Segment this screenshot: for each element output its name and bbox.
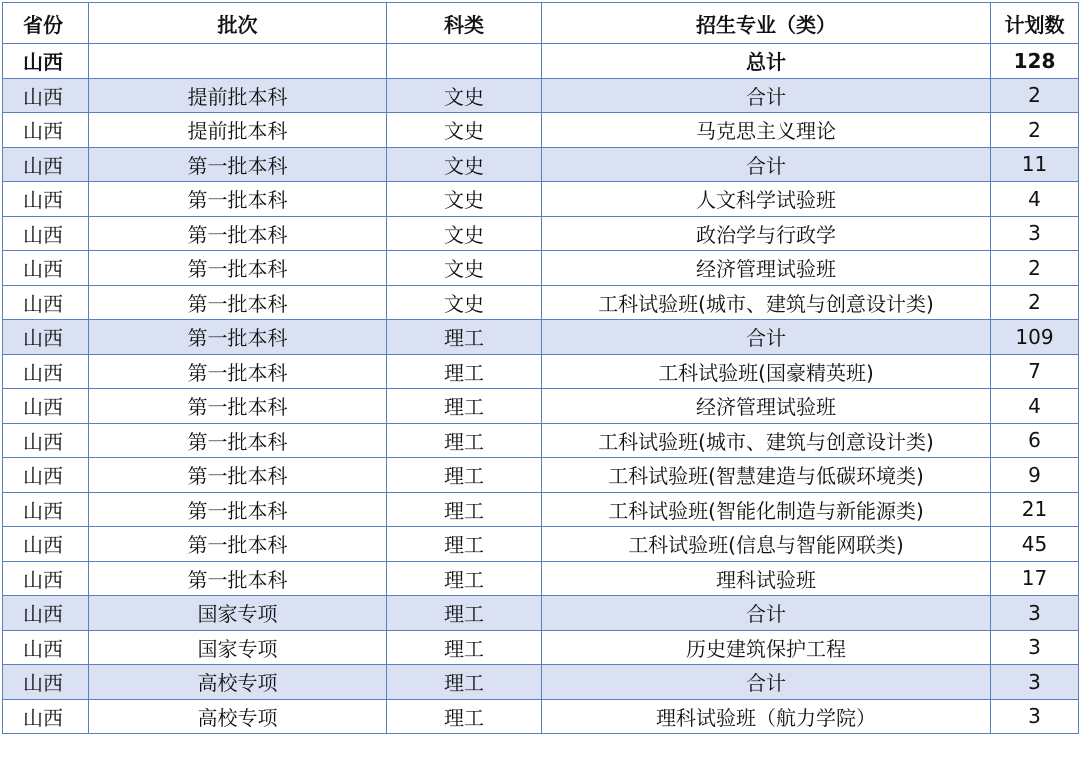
- cell-major: 合计: [542, 78, 991, 113]
- cell-count: 3: [991, 699, 1079, 734]
- cell-category: 理工: [387, 630, 542, 665]
- cell-major: 经济管理试验班: [542, 389, 991, 424]
- cell-batch: 第一批本科: [89, 458, 387, 493]
- cell-batch: 第一批本科: [89, 147, 387, 182]
- cell-category: 理工: [387, 596, 542, 631]
- table-row: [3, 423, 1079, 458]
- cell-category: 理工: [387, 527, 542, 562]
- cell-category: 理工: [387, 389, 542, 424]
- cell-count: 6: [991, 423, 1079, 458]
- table-row: [3, 389, 1079, 424]
- cell-province: 山西: [3, 699, 89, 734]
- cell-province: 山西: [3, 182, 89, 217]
- table-row: [3, 251, 1079, 286]
- total-count: 128: [991, 44, 1079, 79]
- cell-category: 理工: [387, 423, 542, 458]
- cell-batch: 高校专项: [89, 699, 387, 734]
- table-row: [3, 216, 1079, 251]
- cell-major: 工科试验班(城市、建筑与创意设计类): [542, 423, 991, 458]
- cell-major: 工科试验班(智能化制造与新能源类): [542, 492, 991, 527]
- cell-major: 工科试验班(智慧建造与低碳环境类): [542, 458, 991, 493]
- cell-batch: 第一批本科: [89, 423, 387, 458]
- cell-batch: 国家专项: [89, 630, 387, 665]
- cell-batch: 国家专项: [89, 596, 387, 631]
- table-row: [3, 285, 1079, 320]
- cell-batch: 第一批本科: [89, 389, 387, 424]
- header-batch: 批次: [89, 3, 387, 44]
- total-major: 总计: [542, 44, 991, 79]
- header-count: 计划数: [991, 3, 1079, 44]
- cell-category: 文史: [387, 78, 542, 113]
- cell-province: 山西: [3, 354, 89, 389]
- cell-category: 理工: [387, 354, 542, 389]
- cell-major: 工科试验班(信息与智能网联类): [542, 527, 991, 562]
- cell-count: 21: [991, 492, 1079, 527]
- cell-category: 文史: [387, 147, 542, 182]
- cell-major: 合计: [542, 665, 991, 700]
- cell-category: 理工: [387, 320, 542, 355]
- table-row: [3, 492, 1079, 527]
- cell-batch: 第一批本科: [89, 182, 387, 217]
- cell-count: 17: [991, 561, 1079, 596]
- cell-major: 工科试验班(国豪精英班): [542, 354, 991, 389]
- cell-province: 山西: [3, 527, 89, 562]
- table-row: [3, 182, 1079, 217]
- table-row: [3, 458, 1079, 493]
- cell-major: 马克思主义理论: [542, 113, 991, 148]
- cell-batch: 提前批本科: [89, 113, 387, 148]
- cell-count: 45: [991, 527, 1079, 562]
- cell-count: 3: [991, 216, 1079, 251]
- cell-batch: 第一批本科: [89, 216, 387, 251]
- header-category: 科类: [387, 3, 542, 44]
- cell-major: 理科试验班（航力学院）: [542, 699, 991, 734]
- cell-count: 4: [991, 182, 1079, 217]
- cell-province: 山西: [3, 458, 89, 493]
- table-row: [3, 699, 1079, 734]
- header-row: [3, 3, 1079, 44]
- cell-category: 理工: [387, 458, 542, 493]
- cell-count: 7: [991, 354, 1079, 389]
- cell-batch: 第一批本科: [89, 492, 387, 527]
- cell-count: 2: [991, 251, 1079, 286]
- cell-category: 理工: [387, 699, 542, 734]
- admission-plan-table: [2, 2, 1079, 734]
- table-row: [3, 113, 1079, 148]
- subtotal-row: [3, 147, 1079, 182]
- cell-province: 山西: [3, 320, 89, 355]
- cell-province: 山西: [3, 78, 89, 113]
- cell-province: 山西: [3, 596, 89, 631]
- cell-major: 合计: [542, 320, 991, 355]
- table-row: [3, 630, 1079, 665]
- cell-batch: 提前批本科: [89, 78, 387, 113]
- cell-province: 山西: [3, 285, 89, 320]
- cell-major: 理科试验班: [542, 561, 991, 596]
- cell-category: 理工: [387, 665, 542, 700]
- cell-count: 4: [991, 389, 1079, 424]
- cell-major: 政治学与行政学: [542, 216, 991, 251]
- subtotal-row: [3, 665, 1079, 700]
- table-row: [3, 527, 1079, 562]
- cell-batch: 第一批本科: [89, 527, 387, 562]
- cell-count: 3: [991, 665, 1079, 700]
- total-row: [3, 44, 1079, 79]
- cell-count: 109: [991, 320, 1079, 355]
- cell-category: 文史: [387, 182, 542, 217]
- cell-province: 山西: [3, 630, 89, 665]
- cell-province: 山西: [3, 423, 89, 458]
- cell-province: 山西: [3, 561, 89, 596]
- cell-province: 山西: [3, 113, 89, 148]
- cell-batch: 第一批本科: [89, 354, 387, 389]
- cell-major: 经济管理试验班: [542, 251, 991, 286]
- cell-province: 山西: [3, 147, 89, 182]
- subtotal-row: [3, 596, 1079, 631]
- total-province: 山西: [3, 44, 89, 79]
- cell-batch: 第一批本科: [89, 561, 387, 596]
- cell-batch: 第一批本科: [89, 320, 387, 355]
- cell-count: 11: [991, 147, 1079, 182]
- cell-category: 理工: [387, 561, 542, 596]
- cell-category: 理工: [387, 492, 542, 527]
- cell-count: 2: [991, 285, 1079, 320]
- cell-category: 文史: [387, 113, 542, 148]
- table-row: [3, 354, 1079, 389]
- cell-batch: 第一批本科: [89, 251, 387, 286]
- cell-count: 3: [991, 596, 1079, 631]
- table-row: [3, 561, 1079, 596]
- cell-province: 山西: [3, 389, 89, 424]
- cell-major: 历史建筑保护工程: [542, 630, 991, 665]
- total-batch: [89, 44, 387, 79]
- total-category: [387, 44, 542, 79]
- cell-category: 文史: [387, 216, 542, 251]
- header-major: 招生专业（类）: [542, 3, 991, 44]
- cell-batch: 高校专项: [89, 665, 387, 700]
- cell-count: 3: [991, 630, 1079, 665]
- cell-major: 人文科学试验班: [542, 182, 991, 217]
- subtotal-row: [3, 78, 1079, 113]
- cell-category: 文史: [387, 251, 542, 286]
- cell-major: 合计: [542, 147, 991, 182]
- cell-count: 9: [991, 458, 1079, 493]
- cell-count: 2: [991, 113, 1079, 148]
- cell-count: 2: [991, 78, 1079, 113]
- cell-major: 工科试验班(城市、建筑与创意设计类): [542, 285, 991, 320]
- cell-category: 文史: [387, 285, 542, 320]
- cell-batch: 第一批本科: [89, 285, 387, 320]
- cell-province: 山西: [3, 665, 89, 700]
- header-province: 省份: [3, 3, 89, 44]
- cell-province: 山西: [3, 492, 89, 527]
- cell-province: 山西: [3, 251, 89, 286]
- subtotal-row: [3, 320, 1079, 355]
- cell-major: 合计: [542, 596, 991, 631]
- cell-province: 山西: [3, 216, 89, 251]
